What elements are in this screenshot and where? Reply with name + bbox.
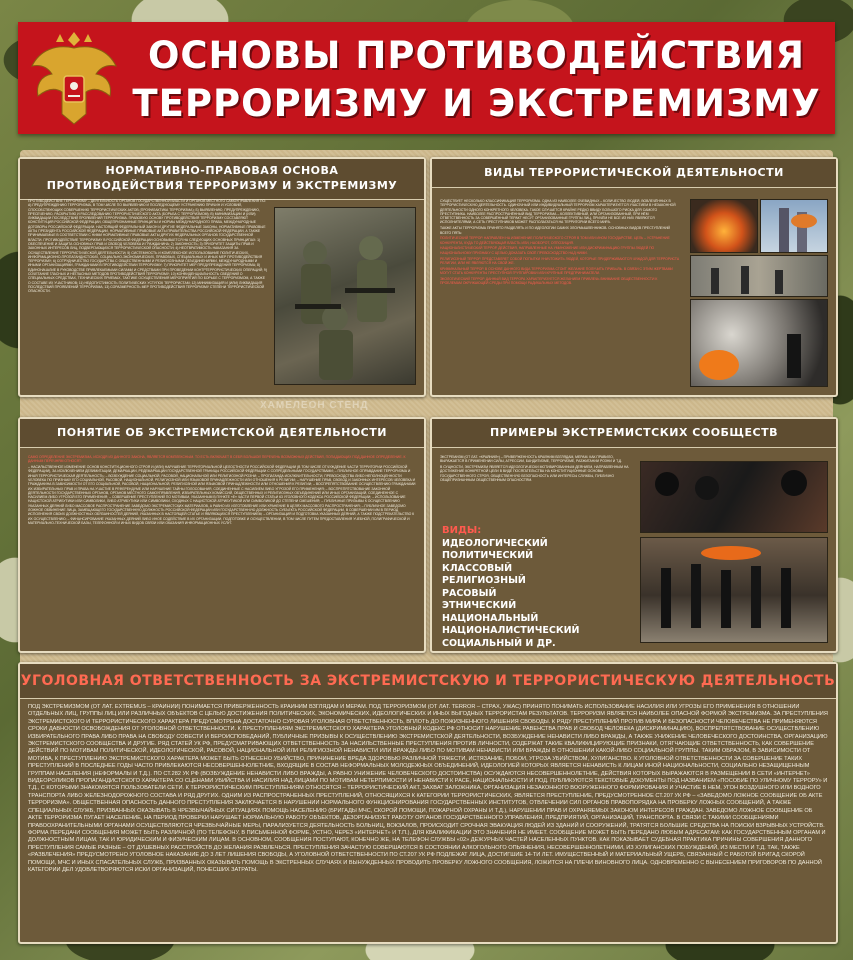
type-item: ЭТНИЧЕСКИЙ [442, 600, 517, 611]
soldiers-illustration [275, 208, 415, 384]
types-label: ВИДЫ: [442, 525, 482, 536]
panel-terror-types-heading: ВИДЫ ТЕРРОРИСТИЧЕСКОЙ ДЕЯТЕЛЬНОСТИ [432, 159, 836, 188]
types-text-criminal: КРИМИНАЛЬНЫЙ ТЕРРОР. В ОСНОВЕ ДАННОГО ВИДА ТЕРРОРИЗМА СТОИТ ЖЕЛАНИЕ ПОЛУЧИТЬ ПРИБЫЛЬ. В СВЯЗИ С ЭТИМ ЖЕРТВАМИ МОГУТ СТАТЬ КОНКУРЕНТЫ ПРЕСТУПНОЙ ГРУППИРОВКИ ИЛИ КРУПНЫЕ ПРЕДПРИНИМАТЕЛИ. [440, 266, 673, 275]
crowd-photo [690, 255, 828, 297]
title-line-1: ОСНОВЫ ПРОТИВОДЕЙСТВИЯ [147, 34, 806, 77]
heading-line-1: НОРМАТИВНО-ПРАВОВАЯ ОСНОВА [105, 164, 339, 177]
type-item: НАЦИОНАЛИСТИЧЕСКИЙ [442, 625, 580, 636]
march-photo [640, 537, 828, 643]
type-item: РЕЛИГИОЗНЫЙ [442, 575, 526, 586]
panel-extremist-examples-text [440, 455, 636, 535]
masked-men-photo [640, 461, 828, 533]
concept-text: – НАСИЛЬСТВЕННОЕ ИЗМЕНЕНИЕ ОСНОВ КОНСТИТУЦИОННОГО СТРОЯ И (ИЛИ) НАРУШЕНИЕ ТЕРРИТОРИАЛЬНОЙ ЦЕЛОСТНОСТИ РОССИЙСКОЙ ФЕДЕРАЦИИ (В ТОМ ЧИСЛЕ ОТЧУЖДЕНИЕ ЧАСТИ ТЕРРИТОРИИ РОССИЙСКОЙ ФЕДЕРАЦИИ), ЗА ИСКЛЮЧЕНИЕМ ДЕЛИМИТАЦИИ, ДЕМАРКАЦИИ, РЕДЕМАРКАЦИИ ГОСУДАРСТВЕННОЙ ГРАНИЦЫ РОССИЙСКОЙ ФЕДЕРАЦИИ С СОПРЕДЕЛЬНЫМИ ГОСУДАРСТВАМИ; – ПУБЛИЧНОЕ ОПРАВДАНИЕ ТЕРРОРИЗМА И ИНАЯ ТЕРРОРИСТИЧЕСКАЯ ДЕЯТЕЛЬНОСТЬ; – ВОЗБУЖДЕНИЕ СОЦИАЛЬНОЙ, РАСОВОЙ, НАЦИОНАЛЬНОЙ ИЛИ РЕЛИГИОЗНОЙ РОЗНИ; – ПРОПАГАНДА ИСКЛЮЧИТЕЛЬНОСТИ, ПРЕВОСХОДСТВА ЛИБО НЕПОЛНОЦЕННОСТИ ЧЕЛОВЕКА ПО ПРИЗНАКУ ЕГО СОЦИАЛЬНОЙ, РАСОВОЙ, НАЦИОНАЛЬНОЙ, РЕЛИГИОЗНОЙ ИЛИ ЯЗЫКОВОЙ ПРИНАДЛЕЖНОСТИ ИЛИ ОТНОШЕНИЯ К РЕЛИГИИ; – НАРУШЕНИЕ ПРАВ, СВОБОД И ЗАКОННЫХ ИНТЕРЕСОВ ЧЕЛОВЕКА И ГРАЖДАНИНА В ЗАВИСИМОСТИ ОТ ЕГО СОЦИАЛЬНОЙ, РАСОВОЙ, НАЦИОНАЛЬНОЙ, РЕЛИГИОЗНОЙ ИЛИ ЯЗЫКОВОЙ ПРИНАДЛЕЖНОСТИ ИЛИ ОТНОШЕНИЯ К РЕЛИГИИ; – ВОСПРЕПЯТСТВОВАНИЕ ОСУЩЕСТВЛЕНИЮ ГРАЖДАНАМИ ИХ ИЗБИРАТЕЛЬНЫХ ПРАВ И ПРАВА НА УЧАСТИЕ В РЕФЕРЕНДУМЕ ИЛИ НАРУШЕНИЕ ТАЙНЫ ГОЛОСОВАНИЯ, СОЕДИНЕННЫЕ С НАСИЛИЕМ ЛИБО УГРОЗОЙ ЕГО ПРИМЕНЕНИЯ; – ВОСПРЕПЯТСТВОВАНИЕ ЗАКОННОЙ ДЕЯТЕЛЬНОСТИ ГОСУДАРСТВЕННЫХ ОРГАНОВ, ОРГАНОВ МЕСТНОГО САМОУПРАВЛЕНИЯ, ИЗБИРАТЕЛЬНЫХ КОМИССИЙ, ОБЩЕСТВЕННЫХ И РЕЛИГИОЗНЫХ ОБЪЕДИНЕНИЙ ИЛИ ИНЫХ ОРГАНИЗАЦИЙ, СОЕДИНЕННОЕ С НАСИЛИЕМ ЛИБО УГРОЗОЙ ЕГО ПРИМЕНЕНИЯ; – СОВЕРШЕНИЕ ПРЕСТУПЛЕНИЙ ПО МОТИВАМ, УКАЗАННЫМ В ПУНКТЕ «Е» ЧАСТИ ПЕРВОЙ СТАТЬИ 63 УГОЛОВНОГО КОДЕКСА РОССИЙСКОЙ ФЕДЕРАЦИИ; – ИСПОЛЬЗОВАНИЕ НАЦИСТСКОЙ АТРИБУТИКИ ИЛИ СИМВОЛИКИ, ЛИБО АТРИБУТИКИ ИЛИ СИМВОЛИКИ, СХОДНЫХ С НАЦИСТСКОЙ АТРИБУТИКОЙ ИЛИ СИМВОЛИКОЙ ДО СТЕПЕНИ СМЕШЕНИЯ; – ПУБЛИЧНЫЕ ПРИЗЫВЫ К ОСУЩЕСТВЛЕНИЮ УКАЗАННЫХ ДЕЯНИЙ ЛИБО МАССОВОЕ РАСПРОСТРАНЕНИЕ ЗАВЕДОМО ЭКСТРЕМИСТСКИХ МАТЕРИАЛОВ, А РАВНО ИХ ИЗГОТОВЛЕНИЕ ИЛИ ХРАНЕНИЕ В ЦЕЛЯХ МАССОВОГО РАСПРОСТРАНЕНИЯ; – ПУБЛИЧНОЕ ЗАВЕДОМО ЛОЖНОЕ ОБВИНЕНИЕ ЛИЦА, ЗАМЕЩАЮЩЕГО ГОСУДАРСТВЕННУЮ ДОЛЖНОСТЬ РОССИЙСКОЙ ФЕДЕРАЦИИ ИЛИ ГОСУДАРСТВЕННУЮ ДОЛЖНОСТЬ СУБЪЕКТА РОССИЙСКОЙ ФЕДЕРАЦИИ, В СОВЕРШЕНИИ ИМ В ПЕРИОД ИСПОЛНЕНИЯ СВОИХ ДОЛЖНОСТНЫХ ОБЯЗАННОСТЕЙ ДЕЯНИЙ, УКАЗАННЫХ В НАСТОЯЩЕЙ СТАТЬЕ И ЯВЛЯЮЩИХСЯ ПРЕСТУПЛЕНИЕМ; – ОРГАНИЗАЦИЯ И ПОДГОТОВКА УКАЗАННЫХ ДЕЯНИЙ, А ТАКЖЕ ПОДСТРЕКАТЕЛЬСТВО К ИХ ОСУЩЕСТВЛЕНИЮ; – ФИНАНСИРОВАНИЕ УКАЗАННЫХ ДЕЯНИЙ ЛИБО ИНОЕ СОДЕЙСТВИЕ В ИХ ОРГАНИЗАЦИИ, ПОДГОТОВКЕ И ОСУЩЕСТВЛЕНИИ, В ТОМ ЧИСЛЕ ПУТЕМ ПРЕДОСТАВЛЕНИЯ УЧЕБНОЙ, ПОЛИГРАФИЧЕСКОЙ И МАТЕРИАЛЬНО-ТЕХНИЧЕСКОЙ БАЗЫ, ТЕЛЕФОННОЙ И ИНЫХ ВИДОВ СВЯЗИ ИЛИ ОКАЗАНИЯ ИНФОРМАЦИОННЫХ УСЛУГ. [28, 465, 416, 525]
types-text-2: ТАКЖЕ АКТЫ ТЕРРОРИЗМА ПРИНЯТО РАЗДЕЛЯТЬ И ПО ИДЕОЛОГИИ САМИХ ЗЛОУМЫШЛЕННИКОВ. ОСНОВНЫХ ВИДОВ ПРЕСТУПЛЕНИЙ ВСЕГО ПЯТЬ: [440, 226, 670, 235]
type-item: ПОЛИТИЧЕСКИЙ [442, 550, 534, 561]
types-text-nationalist: НАЦИОНАЛИСТИЧЕСКИЙ ТЕРРОР. ДЕЙСТВИЯ, НАПРАВЛЕННЫЕ НА УМИНОЖЕНИЕ ИЛИ ДИСКРИМИНАЦИЮ ГРУППЫ ЛЮДЕЙ ПО НАЦИОНАЛЬНОМУ ПРИЗНАКУ С ЦЕЛЬЮ ДОКАЗАТЬ СВОЁ ПРЕВОСХОДСТВО НАД НИМИ. [440, 246, 655, 255]
type-item: ИДЕОЛОГИЧЕСКИЙ [442, 537, 548, 549]
examples-text-2: В СУЩНОСТИ, ЭКСТРЕМИЗМ ЯВЛЯЕТСЯ ИДЕОЛОГИЧЕСКИ МОТИВИРОВАННЫМ ДЕЯНИЕМ, НАПРАВЛЕННЫМ НА ДОСТИЖЕНИЕ КОНКРЕТНОЙ ЦЕЛИ В ВИДЕ ПОСЯГАТЕЛЬСТВА НА КОНСТИТУЦИОННЫЕ ОСНОВЫ ГОСУДАРСТВЕННОГО СТРОЯ, ОБЩЕСТВЕННУЮ БЕЗОПАСНОСТЬ ИЛИ ИНТЕРЕСЫ СЛУЖБЫ, ПУБЛИЧНО ОБЩЕПРИЗНАННЫМ ОБЩЕСТВЕННЫМ ОПАСНОСТЯМ. [440, 465, 629, 482]
examples-text-1: ЭКСТРЕМИЗМ (ОТ ЛАТ. «КРАЙНИЙ») – ПРИВЕРЖЕННОСТЬ КРАЙНИМ ВЗГЛЯДАМ, МЕРАМ. КАК ПРАВИЛО, ВЫРАЖАЕТСЯ В ПРИМЕНЕНИИ СИЛЫ, АГРЕССИИ, БАНДИТИЗМЕ, ТЕРРОРИЗМЕ, РАЗЖИГАНИИ РОЗНИ И Т.Д. [440, 455, 623, 464]
panel-extremism-concept-heading: ПОНЯТИЕ ОБ ЭКСТРЕМИСТСКОЙ ДЕЯТЕЛЬНОСТИ [20, 419, 424, 448]
type-item: НАЦИОНАЛЬНЫЙ [442, 612, 539, 624]
panel-terror-types-text [440, 199, 680, 387]
heading-line-2: ПРОТИВОДЕЙСТВИЯ ТЕРРОРИЗМУ И ЭКСТРЕМИЗМУ [46, 179, 398, 192]
panel-terror-types [430, 157, 838, 397]
types-text-1: СУЩЕСТВУЕТ НЕСКОЛЬКО КЛАССИФИКАЦИЙ ТЕРРОРИЗМА. ОДНА ИЗ НАИБОЛЕЕ ОЧЕВИДНЫХ – КОЛИЧЕСТВО ЛЮДЕЙ, ВОВЛЕЧЁННЫХ В ТЕРРОРИСТИЧЕСКУЮ ДЕЯТЕЛЬНОСТЬ. ОДИНОЧНЫЙ ИЛИ ИНДИВИДУАЛЬНЫЙ ТЕРРОРИЗМ ХАРАКТЕРИЗУЕТСЯ УЧАСТИЕМ В НЕЗАКОННОЙ ДЕЯТЕЛЬНОСТИ ОДНОГО КОНКРЕТНОГО ЧЕЛОВЕКА. ТАКОЕ СЛУЧАЕТСЯ КРАЙНЕ РЕДКО ВВИДУ БОЛЬШОГО РИСКА ДЛЯ САМОГО ПРЕСТУПНИКА. НАИБОЛЕЕ РАСПРОСТРАНЁННЫЙ ВИД ТЕРРОРИЗМА – КОЛЛЕКТИВНЫЙ, ИЛИ ОРГАНИЗОВАННЫЙ, ПРИ НЁМ ОТВЕТСТВЕННОСТЬ ЗА СОВЕРШЁННЫЙ ТЕРАКТ НЕСУТ ОРГАНИЗОВАННЫЕ ГРУППЫ ЛИЦ, ПРИЧЁМ НЕ ВСЕ ИЗ НИХ ЯВЛЯЮТСЯ ИСПОЛНИТЕЛЯМИ, А СЕТЬ ПРЕСТУПНИКОВ МОЖЕТ РАСПОЛАГАТЬСЯ НА ТЕРРИТОРИИ ВСЕГО МИРА. [440, 199, 676, 225]
panel-extremism-concept-text [28, 455, 416, 643]
liability-text: ПОД ЭКСТРЕМИЗМОМ (ОТ ЛАТ. EXTREMUS – КРАЙНИЙ) ПОНИМАЕТСЯ ПРИВЕРЖЕННОСТЬ КРАЙНИМ ВЗГЛЯДАМ И МЕРАМ. ПОД ТЕРРОРИЗМОМ (ОТ ЛАТ. TERROR – СТРАХ, УЖАС) ПРИНЯТО ПОНИМАТЬ ИСПОЛЬЗОВАНИЕ НАСИЛИЯ ИЛИ УГРОЗЫ ЕГО ПРИМЕНЕНИЯ В ОТНОШЕНИИ ОТДЕЛЬНЫХ ЛИЦ, ГРУППЫ ЛИЦ ИЛИ РАЗЛИЧНЫХ ОБЪЕКТОВ С ЦЕЛЬЮ ДОСТИЖЕНИЯ ПОЛИТИЧЕСКИХ, ЭКОНОМИЧЕСКИХ, ИДЕОЛОГИЧЕСКИХ И ИНЫХ ВЫГОДНЫХ ТЕРРОРИСТАМ РЕЗУЛЬТАТОВ. ТЕРРОРИЗМ ЯВЛЯЕТСЯ НАИБОЛЕЕ ОПАСНОЙ ФОРМОЙ ЭКСТРЕМИЗМА. ЗА ПРЕСТУПЛЕНИЯ ЭКСТРЕМИСТСКОГО И ТЕРРОРИСТИЧЕСКОГО ХАРАКТЕРА ПРЕДУСМОТРЕНА ДОСТАТОЧНО СУРОВАЯ УГОЛОВНАЯ ОТВЕТСТВЕННОСТЬ, ВПЛОТЬ ДО ПОЖИЗНЕННОГО ЛИШЕНИЯ СВОБОДЫ. К РЯДУ ПРЕСТУПЛЕНИЙ ПРОТИВ МИРА И БЕЗОПАСНОСТИ ЧЕЛОВЕЧЕСТВА НЕ ПРИМЕНЯЮТСЯ СРОКИ ДАВНОСТИ ОСВОБОЖДЕНИЯ ОТ УГОЛОВНОЙ ОТВЕТСТВЕННОСТИ. К ПРЕСТУПЛЕНИЯМ ЭКСТРЕМИСТСКОГО ХАРАКТЕРА УГОЛОВНЫЙ КОДЕКС РФ ОТНОСИТ НАРУШЕНИЕ РАВЕНСТВА ПРАВ И СВОБОД ЧЕЛОВЕКА (ДИСКРИМИНАЦИЮ), ВОСПРЕПЯТСТВОВАНИЕ ОСУЩЕСТВЛЕНИЮ ИЗБИРАТЕЛЬНОГО ПРАВА ЛИБО ПРАВА НА СВОБОДУ СОВЕСТИ И ВЕРОИСПОВЕДАНИЙ, ПУБЛИЧНЫЕ ПРИЗЫВЫ К ОСУЩЕСТВЛЕНИЮ ЭКСТРЕМИСТСКОЙ ДЕЯТЕЛЬНОСТИ, ВОЗБУЖДЕНИЕ НЕНАВИСТИ ЛИБО ВРАЖДЫ, А ТАКЖЕ УНИЖЕНИЕ ЧЕЛОВЕЧЕСКОГО ДОСТОИНСТВА, ОРГАНИЗАЦИЮ ЭКСТРЕМИСТСКОГО СООБЩЕСТВА И ДРУГИЕ. РЯД СТАТЕЙ УК РФ, ПРЕДУСМАТРИВАЮЩИХ ОТВЕТСТВЕННОСТЬ ЗА НАСИЛЬСТВЕННЫЕ ПРЕСТУПЛЕНИЯ ПРОТИВ ЛИЧНОСТИ, СОДЕРЖАТ ТАКИЕ КВАЛИФИЦИРУЮЩИЕ ПРИЗНАКИ, ОТЯГЧАЮЩИЕ ОТВЕТСТВЕННОСТЬ, КАК СОВЕРШЕНИЕ ДЕЙСТВИЙ ПО МОТИВАМ ПОЛИТИЧЕСКОЙ, ИДЕОЛОГИЧЕСКОЙ, РАСОВОЙ, НАЦИОНАЛЬНОЙ ИЛИ РЕЛИГИОЗНОЙ НЕНАВИСТИ ИЛИ ВРАЖДЫ ЛИБО ПО МОТИВАМ НЕНАВИСТИ ИЛИ ВРАЖДЫ В ОТНОШЕНИИ КАКОЙ-ЛИБО СОЦИАЛЬНОЙ ГРУППЫ. ТАКИМ ОБРАЗОМ, В ЗАВИСИМОСТИ ОТ МОТИВА, К ПРЕСТУПЛЕНИЮ ЭКСТРЕМИСТСКОГО ХАРАКТЕРА МОЖЕТ БЫТЬ ОТНЕСЕНО УБИЙСТВО, ПРИЧИНЕНИЕ ВРЕДА ЗДОРОВЬЮ РАЗЛИЧНОЙ ТЯЖЕСТИ, ИСТЯЗАНИЕ, ПОБОИ, УГРОЗА УБИЙСТВОМ, ХУЛИГАНСТВО. К УГОЛОВНОЙ ОТВЕТСТВЕННОСТИ ЗА СОВЕРШЕНИЕ ТАКИХ ПРЕСТУПЛЕНИЙ В ПОСЛЕДНЕЕ ГОДЫ ЧАСТО ПРИВЛЕКАЮТСЯ НЕСОВЕРШЕННОЛЕТНИЕ, ВХОДЯЩИЕ В СОСТАВ НЕФОРМАЛЬНЫХ МОЛОДЕЖНЫХ ОБЪЕДИНЕНИЙ, ИДЕОЛОГИЕЙ КОТОРЫХ ЯВЛЯЕТСЯ НЕНАВИСТЬ К ЛИЦАМ ИНОЙ НАЦИОНАЛЬНОСТИ, СОЦИАЛЬНО НЕЗАЩИЩЕННЫМ ГРУППАМ НАСЕЛЕНИЯ (НЕФОРМАЛЫ И Т.Д.). ПО СТ.282 УК РФ (ВОЗБУЖДЕНИЕ НЕНАВИСТИ ЛИБО ВРАЖДЫ, А РАВНО УНИЖЕНИЕ ЧЕЛОВЕЧЕСКОГО ДОСТОИНСТВА) ОСУЖДАЮТСЯ НЕСОВЕРШЕННОЛЕТНИЕ, ДЕЙСТВИЯ КОТОРЫХ ВЫРАЖАЮТСЯ В РАЗМЕЩЕНИИ В СЕТИ «ИНТЕРНЕТ» ВИДЕОРОЛИКОВ ПРОПАГАНДИСТСКОГО ХАРАКТЕРА СО СЦЕНАМИ УБИЙСТВА И НАСИЛИЯ НАД ЛИЦАМИ ПО МОТИВАМ НЕТЕРПИМОСТИ И НЕНАВИСТИ К РАСЕ, НАЦИОНАЛЬНОСТИ И ПОД. ПУБЛИКУЮТСЯ ТЕКСТОВЫЕ ДОКУМЕНТЫ ПОД НАЗВАНИЕМ «ПОСОБИЕ ПО УЛИЧНОМУ ТЕРРОРУ» И Т.Д., С КОТОРЫМИ ЗНАКОМЯТСЯ ПОЛЬЗОВАТЕЛИ СЕТИ. К ТЕРРОРИСТИЧЕСКИМ ПРЕСТУПЛЕНИЯМ ОТНОСЯТСЯ – ТЕРРОРИСТИЧЕСКИЙ АКТ, ЗАХВАТ ЗАЛОЖНИКА, ОРГАНИЗАЦИЯ НЕЗАКОННОГО ВООРУЖЕННОГО ФОРМИРОВАНИЯ И УЧАСТИЕ В НЕМ, УГОН ВОЗДУШНОГО ИЛИ ВОДНОГО ТРАНСПОРТА ЛИБО ЖЕЛЕЗНОДОРОЖНОГО СОСТАВА И РЯД ДРУГИХ. ОДНИМ ИЗ РАСПРОСТРАНЕННЫХ ПРЕСТУПЛЕНИЙ, ОТНОСЯЩИХСЯ К КАТЕГОРИИ ТЕРРОРИСТИЧЕСКИХ, ЯВЛЯЕТСЯ ПРЕСТУПЛЕНИЕ, ПРЕДУСМОТРЕННОЕ СТ.207 УК РФ – «ЗАВЕДОМО ЛОЖНОЕ СООБЩЕНИЕ ОБ АКТЕ ТЕРРОРИЗМА». ОБЩЕСТВЕННАЯ ОПАСНОСТЬ ДАННОГО ПРЕСТУПЛЕНИЯ ЗАКЛЮЧАЕТСЯ В НАРУШЕНИИ НОРМАЛЬНОГО ФУНКЦИОНИРОВАНИЯ ГОСУДАРСТВЕННЫХ ИНСТИТУТОВ, ОТВЛЕЧЕНИИ СИЛ ОРГАНОВ ПРАВОПОРЯДКА НА ПРОВЕРКУ ЛОЖНЫХ СООБЩЕНИЙ, А ТАКЖЕ СПЕЦИАЛЬНЫХ СЛУЖБ, ПРИЗВАННЫХ ОКАЗЫВАТЬ В ЧРЕЗВЫЧАЙНЫХ СИТУАЦИЯХ ПОМОЩЬ НАСЕЛЕНИЮ (БРИГАДЫ МЧС, СКОРОЙ ПОМОЩИ, ПОЖАРНОЙ ОХРАНЫ И Т.Д.), НАРУШЕНИИ ПРАВ И ОХРАНЯЕМЫХ ЗАКОНОМ ИНТЕРЕСОВ ГРАЖДАН. ЗАВЕДОМО ЛОЖНОЕ СООБЩЕНИЕ ОБ АКТЕ ТЕРРОРИЗМА ПУГАЕТ НАСЕЛЕНИЕ, НА ПЕРИОД ПРОВЕРКИ НАРУШАЕТ НОРМАЛЬНУЮ РАБОТУ ОБЪЕКТОВ, ДЕЗОРГАНИЗУЕТ РАБОТУ ОРГАНОВ ГОСУДАРСТВЕННОГО УПРАВЛЕНИЯ, ПРЕДПРИЯТИЙ, ОРГАНИЗАЦИЙ, ТРАНСПОРТА. В СВЯЗИ С ТАКИМИ СООБЩЕНИЯМИ ПРАВООХРАНИТЕЛЬНЫМИ ОРГАНАМИ ОСУЩЕСТВЛЯЮТСЯ ЧРЕЗВЫЧАЙНЫЕ МЕРЫ, ПАРАЛИЗУЕТСЯ ДЕЯТЕЛЬНОСТЬ БОЛЬНИЦ, ВОКЗАЛОВ, ПРОИСХОДИТ СРОЧНАЯ ЭВАКУАЦИЯ ЛЮДЕЙ ИЗ ЗДАНИЙ И СООРУЖЕНИЙ, ТРАТЯТСЯ БОЛЬШИЕ СРЕДСТВА НА ПОИСКИ ВЗРЫВНЫХ УСТРОЙСТВ. ФОРМА ПЕРЕДАЧИ СООБЩЕНИЯ МОЖЕТ БЫТЬ РАЗЛИЧНОЙ (ПО ТЕЛЕФОНУ, В ПИСЬМЕННОЙ ФОРМЕ, УСТНО, ЧЕРЕЗ «ИНТЕРНЕТ» И Т.П.), ДЛЯ КВАЛИФИКАЦИИ ЭТО ЗНАЧЕНИЯ НЕ ИМЕЕТ. СООБЩЕНИЕ МОЖЕТ БЫТЬ ПЕРЕДАНО ЛЮБЫМ АДРЕСАТАМ: КАК ГОСУДАРСТВЕННЫМ ОРГАНАМ И ДОЛЖНОСТНЫМ ЛИЦАМ, ТАК И ЮРИДИЧЕСКИМ И ФИЗИЧЕСКИМ ЛИЦАМ. В ОСНОВНОМ, СООБЩЕНИЯ ПОСТУПАЮТ, КОНЕЧНО ЖЕ, НА ТЕЛЕФОН СЛУЖБЫ «02» ДЕЖУРНЫХ ЧАСТЕЙ НАСЕЛЕННЫХ ПУНКТОВ. КАК ПОКАЗЫВАЕТ СУДЕБНАЯ ПРАКТИКА ПРИЧИНЫ СОВЕРШЕНИЯ ДАННОГО ПРЕСТУПЛЕНИЯ САМЫЕ РАЗНЫЕ – ОТ ДУШЕВНЫХ РАССТРОЙСТВ ДО ЖЕЛАНИЯ РАЗВЛЕЧЬСЯ. ПРЕСТУПЛЕНИЯ ЗАЧАСТУЮ СОВЕРШАЮТСЯ В СОСТОЯНИИ АЛКОГОЛЬНОГО ОПЬЯНЕНИЯ, НЕСОВЕРШЕННОЛЕТНИМИ, ИЗ ХУЛИГАНСКИХ ПОБУЖДЕНИЙ, ИЗ МЕСТИ И Т.Д. ТАК, ТАКЖЕ «РАЗВЛЕЧЕНИЯ» ПРЕДУСМОТРЕНО УГОЛОВНОЕ НАКАЗАНИЕ ДО 3 ЛЕТ ЛИШЕНИЯ СВОБОДЫ, А УГОЛОВНОЙ ОТВЕТСТВЕННОСТИ ПО СТ.207 УК РФ ПОДЛЕЖАТ ЛИЦА, ДОСТИГШИЕ 14-ТИ ЛЕТ. ИМУЩЕСТВЕННЫЙ И МАТЕРИАЛЬНЫЙ УЩЕРБ, СВЯЗАННЫЙ С РАБОТОЙ БРИГАД СКОРОЙ ПОМОЩИ, МЧС И ИНЫХ СПАСАТЕЛЬНЫХ СЛУЖБ, ПРИЗВАННЫХ ОКАЗЫВАТЬ ПОМОЩЬ В ЭКСТРЕННЫХ СЛУЧАЯХ И ВЫНУЖДЕННЫХ ПРОВОДИТЬ ПРОВЕРКУ ЛОЖНОГО СООБЩЕНИЯ, ЛОЖИТСЯ НА ПЛЕЧИ ВИНОВНОГО ЛИЦА. ОДНОВРЕМЕННО С ВЫНЕСЕНИЕМ ПРИГОВОРОВ ПО ДАННОЙ КАТЕГОРИИ ДЕЛ УДОВЛЕТВОРЯЮТСЯ ИСКИ ОРГАНИЗАЦИЙ, ПОНЕСШИХ ЗАТРАТЫ. [28, 704, 828, 873]
extremism-types-list [442, 525, 580, 650]
smoke-photo [690, 299, 828, 387]
title-line-2: ТЕРРОРИЗМУ И ЭКСТРЕМИЗМУ [132, 82, 821, 125]
panel-legal-basis [18, 157, 426, 397]
coat-of-arms-icon [26, 26, 122, 130]
panel-criminal-liability-heading: УГОЛОВНАЯ ОТВЕТСТВЕННОСТЬ ЗА ЭКСТРЕМИСТСКУЮ И ТЕРРОРИСТИЧЕСКУЮ ДЕЯТЕЛЬНОСТЬ [20, 664, 836, 699]
page-title [128, 32, 825, 128]
concept-lead: САМО ОПРЕДЕЛЕНИЕ ЭКСТРЕМИЗМА, ИСХОДЯ ИЗ ДАННОГО ЗАКОНА, ЯВЛЯЕТСЯ КОМПЛЕКСНЫМ. ТО ЕСТЬ ВКЛЮЧАЕТ В СЕБЯ БОЛЬШОЙ ПЕРЕЧЕНЬ ВОЗМОЖНЫХ ДЕЙСТВИЙ, ПОПАДАЮЩИХ ПОД ДАННОЕ ОПРЕДЕЛЕНИЕ. К ДАННЫМ ПЕРЕЧНЯМ ОТНОСЯТ: [28, 455, 406, 464]
watermark: ХАМЕЛЕОН СТЕНД [260, 400, 369, 411]
types-text-political: ПОЛИТИЧЕСКИЙ ТЕРРОР. НАПРАВЛЕН НА ИЗМЕНЕНИЕ ПОЛИТИЧЕСКОГО СТРОЯ В ТОМ ИЛИ ИНОМ ГОСУДАРСТВЕ. ЦЕЛЬ – УСТРАНЕНИЕ КОНКУРЕНТА, КУДА ТО ДЕЙСТВУЮЩАЯ ВЛАСТЬ ИЛИ, НАОБОРОТ, ОППОЗИЦИЯ. [440, 236, 670, 245]
title-banner [18, 22, 835, 134]
soldiers-photo [274, 207, 416, 385]
type-item: КЛАССОВЫЙ [442, 562, 513, 574]
explosion-photo [690, 199, 758, 253]
towers-photo [760, 199, 828, 253]
legal-text: ПРОТИВОДЕЙСТВИЕ ТЕРРОРИЗМУ – ДЕЯТЕЛЬНОСТЬ ОРГАНОВ ГОСУДАРСТВЕННОЙ ВЛАСТИ И ОРГАНОВ МЕСТНОГО САМОУПРАВЛЕНИЯ ПО: А) ПРЕДУПРЕЖДЕНИЮ ТЕРРОРИЗМА, В ТОМ ЧИСЛЕ ПО ВЫЯВЛЕНИЮ И ПОСЛЕДУЮЩЕМУ УСТРАНЕНИЮ ПРИЧИН И УСЛОВИЙ, СПОСОБСТВУЮЩИХ СОВЕРШЕНИЮ ТЕРРОРИСТИЧЕСКИХ АКТОВ (ПРОФИЛАКТИКА ТЕРРОРИЗМА); Б) ВЫЯВЛЕНИЮ, ПРЕДУПРЕЖДЕНИЮ, ПРЕСЕЧЕНИЮ, РАСКРЫТИЮ И РАССЛЕДОВАНИЮ ТЕРРОРИСТИЧЕСКОГО АКТА (БОРЬБА С ТЕРРОРИЗМОМ); В) МИНИМИЗАЦИИ И (ИЛИ) ЛИКВИДАЦИИ ПОСЛЕДСТВИЙ ПРОЯВЛЕНИЙ ТЕРРОРИЗМА. ПРАВОВУЮ ОСНОВУ ПРОТИВОДЕЙСТВИЯ ТЕРРОРИЗМУ СОСТАВЛЯЮТ КОНСТИТУЦИЯ РОССИЙСКОЙ ФЕДЕРАЦИИ, ОБЩЕПРИЗНАННЫЕ ПРИНЦИПЫ И НОРМЫ МЕЖДУНАРОДНОГО ПРАВА, МЕЖДУНАРОДНЫЕ ДОГОВОРЫ РОССИЙСКОЙ ФЕДЕРАЦИИ, НАСТОЯЩИЙ ФЕДЕРАЛЬНЫЙ ЗАКОН И ДРУГИЕ ФЕДЕРАЛЬНЫЕ ЗАКОНЫ, НОРМАТИВНЫЕ ПРАВОВЫЕ АКТЫ ПРЕЗИДЕНТА РОССИЙСКОЙ ФЕДЕРАЦИИ, НОРМАТИВНЫЕ ПРАВОВЫЕ АКТЫ ПРАВИТЕЛЬСТВА РОССИЙСКОЙ ФЕДЕРАЦИИ, А ТАКЖЕ ПРИНИМАЕМЫЕ В СООТВЕТСТВИИ С НИМИ НОРМАТИВНЫЕ ПРАВОВЫЕ АКТЫ ДРУГИХ ФЕДЕРАЛЬНЫХ ОРГАНОВ ГОСУДАРСТВЕННОЙ ВЛАСТИ. ПРОТИВОДЕЙСТВИЕ ТЕРРОРИЗМУ В РОССИЙСКОЙ ФЕДЕРАЦИИ ОСНОВЫВАЕТСЯ НА СЛЕДУЮЩИХ ОСНОВНЫХ ПРИНЦИПАХ: 1) ОБЕСПЕЧЕНИЕ И ЗАЩИТА ОСНОВНЫХ ПРАВ И СВОБОД ЧЕЛОВЕКА И ГРАЖДАНИНА; 2) ЗАКОННОСТЬ; 3) ПРИОРИТЕТ ЗАЩИТЫ ПРАВ И ЗАКОННЫХ ИНТЕРЕСОВ ЛИЦ, ПОДВЕРГАЮЩИХСЯ ТЕРРОРИСТИЧЕСКОЙ ОПАСНОСТИ; 4) НЕОТВРАТИМОСТЬ НАКАЗАНИЯ ЗА ОСУЩЕСТВЛЕНИЕ ТЕРРОРИСТИЧЕСКОЙ ДЕЯТЕЛЬНОСТИ; 5) СИСТЕМНОСТЬ И КОМПЛЕКСНОЕ ИСПОЛЬЗОВАНИЕ ПОЛИТИЧЕСКИХ, ИНФОРМАЦИОННО-ПРОПАГАНДИСТСКИХ, СОЦИАЛЬНО-ЭКОНОМИЧЕСКИХ, ПРАВОВЫХ, СПЕЦИАЛЬНЫХ И ИНЫХ МЕР ПРОТИВОДЕЙСТВИЯ ТЕРРОРИЗМУ; 6) СОТРУДНИЧЕСТВО ГОСУДАРСТВА С ОБЩЕСТВЕННЫМИ И РЕЛИГИОЗНЫМИ ОБЪЕДИНЕНИЯМИ, МЕЖДУНАРОДНЫМИ И ИНЫМИ ОРГАНИЗАЦИЯМИ, ГРАЖДАНАМИ В ПРОТИВОДЕЙСТВИИ ТЕРРОРИЗМУ; 7) ПРИОРИТЕТ МЕР ПРЕДУПРЕЖДЕНИЯ ТЕРРОРИЗМА; 8) ЕДИНОНАЧАЛИЕ В РУКОВОДСТВЕ ПРИВЛЕКАЕМЫМИ СИЛАМИ И СРЕДСТВАМИ ПРИ ПРОВЕДЕНИИ КОНТРТЕРРОРИСТИЧЕСКИХ ОПЕРАЦИЙ; 9) СОЧЕТАНИЕ ГЛАСНЫХ И НЕГЛАСНЫХ МЕТОДОВ ПРОТИВОДЕЙСТВИЯ ТЕРРОРИЗМУ; 10) КОНФИДЕНЦИАЛЬНОСТЬ СВЕДЕНИЙ О СПЕЦИАЛЬНЫХ СРЕДСТВАХ, ТЕХНИЧЕСКИХ ПРИЕМАХ, ТАКТИКЕ ОСУЩЕСТВЛЕНИЯ МЕРОПРИЯТИЙ ПО БОРЬБЕ С ТЕРРОРИЗМОМ, А ТАКЖЕ О СОСТАВЕ ИХ УЧАСТНИКОВ; 11) НЕДОПУСТИМОСТЬ ПОЛИТИЧЕСКИХ УСТУПОК ТЕРРОРИСТАМ; 12) МИНИМИЗАЦИЯ И (ИЛИ) ЛИКВИДАЦИЯ ПОСЛЕДСТВИЙ ПРОЯВЛЕНИЙ ТЕРРОРИЗМА; 13) СОРАЗМЕРНОСТЬ МЕР ПРОТИВОДЕЙСТВИЯ ТЕРРОРИЗМУ СТЕПЕНИ ТЕРРОРИСТИЧЕСКОЙ ОПАСНОСТИ. [28, 199, 267, 294]
panel-extremism-concept [18, 417, 426, 653]
panel-extremist-examples [430, 417, 838, 653]
panel-extremist-examples-heading: ПРИМЕРЫ ЭКСТРЕМИСТСКИХ СООБЩЕСТВ [432, 419, 836, 448]
types-text-religious: РЕЛИГИОЗНЫЙ ТЕРРОР. ПРЕДСТАВЛЯЕТ СОБОЙ ПОПЫТКИ УНИЧТОЖИТЬ ЛЮДЕЙ, КОТОРЫЕ ПРИДЕРЖИВАЮТСЯ ЧУЖДОЙ ДЛЯ ТЕРРОРИСТА РЕЛИГИИ, ИЛИ НЕ ЯВЛЯЮТСЯ НА СВОЙ ЖЕ. [440, 256, 680, 265]
panel-legal-basis-heading [20, 159, 424, 200]
panel-legal-basis-text [28, 199, 268, 387]
panel-criminal-liability [18, 662, 838, 944]
types-text-ecological: ЭКОЛОГИЧЕСКИЙ ТЕРРОР. ДАННЫЙ ВИД ТЕРРОРА ХАРАКТЕРИЗУЕТСЯ ЖЕЛАНИЕМ ПРИВЛЕЧЬ ВНИМАНИЕ ОБЩЕСТВЕННОСТИ К ПРОБЛЕМАМ ОКРУЖАЮЩЕЙ СРЕДЫ ПРИ ПОМОЩИ РАДИКАЛЬНЫХ МЕТОДОВ. [440, 276, 658, 286]
panel-criminal-liability-text [28, 704, 828, 936]
type-item: РАСОВЫЙ [442, 587, 497, 599]
type-item: СОЦИАЛЬНЫЙ И ДР. [442, 637, 556, 649]
